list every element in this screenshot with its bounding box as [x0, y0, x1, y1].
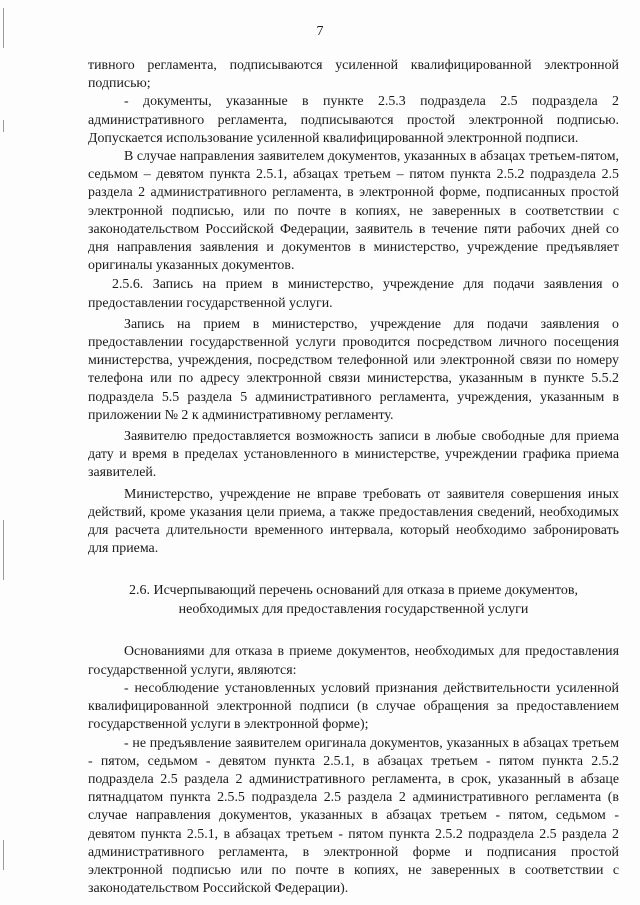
- heading-line-1: 2.6. Исчерпывающий перечень оснований для отказа в приеме документов,: [129, 583, 578, 599]
- paragraph-applicant-time: Заявителю предоставляется возможность записи в любые свободные для приема дату и время в пределах установленного в министерстве, учреждении графика приема заявителей.: [88, 429, 619, 481]
- paragraph-ground-signature: - несоблюдение установленных условий признания действительности усиленной квалифицированной электронной подписи (в случае обращения за предоставлением государственной услуги в электронной форме);: [88, 680, 619, 733]
- paragraph-signature-simple: - документы, указанные в пункте 2.5.3 подраздела 2.5 подраздела 2 административного регламента, подписываются простой электронной подписью. Допускается использование усиленной квалифицированной электронной подписи.: [88, 94, 619, 146]
- binding-edge-marks: [3, 0, 5, 905]
- document-body: [88, 57, 619, 898]
- page-number: 7: [316, 24, 324, 39]
- paragraph-appointment: Запись на прием в министерство, учреждение для подачи заявления о предоставлении государственной услуги проводится посредством личного посещения министерства, учреждения, посредством телефонной или электронной связи по номеру телефона или по адресу электронной связи министерства, указанным в пункте 5.5.2 подраздела 5.5 раздела 5 административного регламента, учреждения, указанным в приложении № 2 к административному регламенту.: [88, 316, 619, 423]
- paragraph-ground-originals: - не предъявление заявителем оригинала документов, указанных в абзацах третьем - пятом, седьмом - девятом пункта 2.5.1, в абзацах третьем - пятом пункта 2.5.2 подраздела 2.5 раздела 2 административного регламента, в срок, указанный в абзаце пятнадцатом пункта 2.5.5 подраздела 2.5 раздела 2 административного регламента (в случае направления документов, указанных в абзацах третьем - пятом, седьмом - девятом пункта 2.5.1, в абзацах третьем - пятом пункта 2.5.2 подраздела 2.5 раздела 2 административного регламента, в электронной форме и подписания простой электронной подписью или по почте в копиях, не заверенных в соответствии с законодательством Российской Федерации).: [88, 735, 619, 897]
- paragraph-2-5-6: 2.5.6. Запись на прием в министерство, учреждение для подачи заявления о предоставлении государственной услуги.: [88, 277, 619, 311]
- paragraph-grounds-intro: Основаниями для отказа в приеме документов, необходимых для предоставления государственной услуги, являются:: [88, 644, 619, 678]
- heading-line-2: необходимых для предоставления государственной услуги: [178, 601, 529, 617]
- section-heading-2-6: [88, 582, 619, 619]
- paragraph-continuation: тивного регламента, подписываются усиленной квалифицированной электронной подписью;: [88, 58, 619, 92]
- paragraph-ministry-restrictions: Министерство, учреждение не вправе требовать от заявителя совершения иных действий, кроме указания цели приема, а также предоставления сведений, необходимых для расчета длительности временного интервала, который необходимо забронировать для приема.: [88, 486, 619, 557]
- paragraph-originals: В случае направления заявителем документов, указанных в абзацах третьем-пятом, седьмом – девятом пункта 2.5.1, абзацах третьем – пятом пункта 2.5.2 подраздела 2.5 раздела 2 административного регламента, в электронной форме, подписанных простой электронной подписью, или по почте в копиях, не заверенных в соответствии с законодательством Российской Федерации, заявитель в течение пяти рабочих дней со дня направления заявления и документов в министерство, учреждение предъявляет оригиналы указанных документов.: [88, 149, 619, 274]
